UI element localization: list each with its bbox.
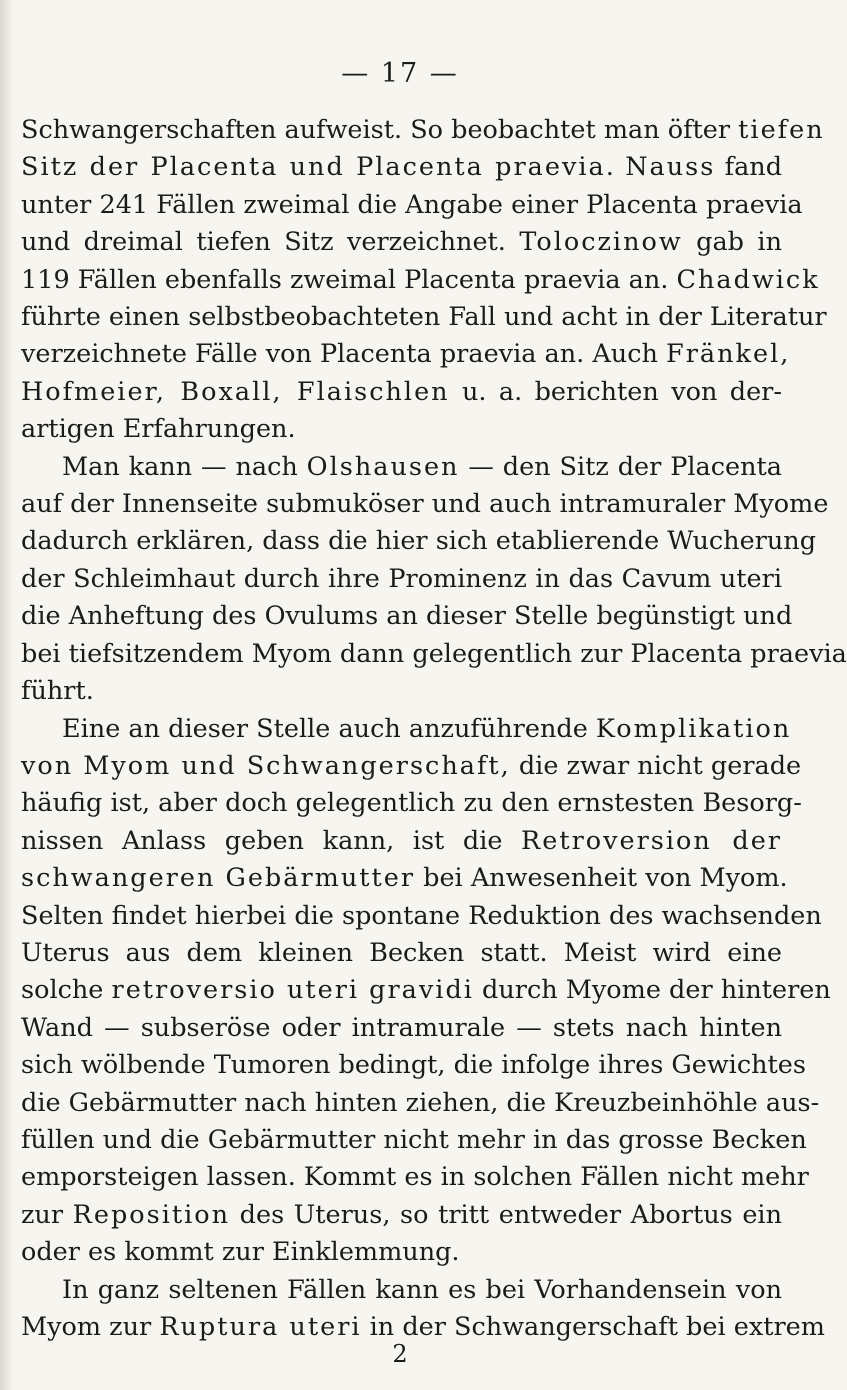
text-line xyxy=(21,785,802,822)
text-run: Uterus aus dem kleinen Becken statt. Meist wird eine xyxy=(21,937,782,968)
spaced-emphasis: Nauss xyxy=(625,152,716,183)
page-number: — 17 — xyxy=(341,58,459,89)
text-run: des Uterus, so tritt entweder Abortus ein xyxy=(230,1199,783,1230)
text-line xyxy=(21,299,827,336)
text-line xyxy=(21,1272,782,1309)
text-line xyxy=(21,673,782,710)
text-line xyxy=(21,224,782,261)
text-run: Selten findet hierbei die spontane Reduktion des wachsenden xyxy=(21,900,822,931)
text-run: 119 Fällen ebenfalls zweimal Placenta praevia an. xyxy=(21,264,677,295)
spaced-emphasis: von Myom und Schwangerschaft, xyxy=(21,750,511,781)
text-run: In ganz seltenen Fällen kann es bei Vorhandensein von xyxy=(62,1274,782,1305)
text-run: solche xyxy=(21,975,112,1006)
text-line xyxy=(21,1122,807,1159)
spaced-emphasis: retroversio uteri gravidi xyxy=(111,975,474,1006)
text-line xyxy=(21,486,829,523)
text-run: gab in xyxy=(682,227,782,258)
text-line xyxy=(21,823,782,860)
text-run: Myom zur xyxy=(21,1312,160,1342)
spaced-emphasis: Sitz der Placenta und Placenta praevia. xyxy=(21,152,616,183)
spaced-emphasis: Reposition xyxy=(72,1199,231,1230)
text-line xyxy=(21,262,820,299)
text-line xyxy=(21,860,788,897)
text-run: artigen Erfahrungen. xyxy=(21,414,296,445)
signature-mark: 2 xyxy=(392,1340,408,1368)
text-run: Wand — subseröse oder intramurale — stets nach hinten xyxy=(21,1012,782,1043)
spaced-emphasis: Komplikation xyxy=(595,713,792,744)
text-run: auf der Innenseite submuköser und auch intramuraler Myome xyxy=(21,489,829,520)
text-run: — den Sitz der Placenta xyxy=(459,451,782,482)
spaced-emphasis: Fränkel, xyxy=(666,339,791,370)
text-run: der Schleimhaut durch ihre Prominenz in das Cavum uteri xyxy=(21,563,782,594)
spaced-emphasis: tiefen xyxy=(738,115,825,145)
text-line xyxy=(21,1085,820,1122)
text-line xyxy=(21,748,802,785)
text-run: dadurch erklären, dass die hier sich etablierende Wucherung xyxy=(21,526,817,557)
text-line xyxy=(21,149,782,186)
text-run: oder es kommt zur Einklemmung. xyxy=(21,1237,460,1268)
spaced-emphasis: schwangeren Gebärmutter xyxy=(21,863,416,894)
text-run: unter 241 Fällen zweimal die Angabe einer Placenta praevia xyxy=(21,189,803,220)
text-run: füllen und die Gebärmutter nicht mehr in das grosse Becken xyxy=(21,1124,807,1155)
text-line xyxy=(21,935,782,972)
text-line xyxy=(21,1010,782,1047)
text-run: häufig ist, aber doch gelegentlich zu den ernstesten Besorg- xyxy=(21,788,802,819)
text-run: fand xyxy=(715,152,783,183)
text-line xyxy=(21,1047,806,1084)
text-line xyxy=(21,898,822,935)
text-line xyxy=(21,187,803,224)
text-line xyxy=(21,636,847,673)
text-line xyxy=(21,1159,809,1196)
text-line xyxy=(21,561,782,598)
text-run: verzeichnete Fälle von Placenta praevia an. Auch xyxy=(21,339,667,370)
text-run: in der Schwangerschaft bei extrem xyxy=(361,1312,825,1342)
text-line xyxy=(21,711,792,748)
text-run: die Gebärmutter nach hinten ziehen, die Kreuzbeinhöhle aus- xyxy=(21,1087,820,1118)
text-run: bei Anwesenheit von Myom. xyxy=(415,863,788,894)
text-run: nissen Anlass geben kann, ist die xyxy=(21,825,522,856)
text-run: Man kann — nach xyxy=(62,451,307,482)
text-run: bei tiefsitzendem Myom dann gelegentlich zur Placenta praevia xyxy=(21,638,847,669)
text-line xyxy=(21,374,782,411)
spaced-emphasis: Hofmeier, Boxall, Flaischlen xyxy=(21,376,450,407)
text-run: u. a. berichten von der- xyxy=(449,376,782,407)
spaced-emphasis: Toloczinow xyxy=(519,227,683,258)
text-run xyxy=(616,152,625,182)
text-line xyxy=(21,598,793,635)
text-line xyxy=(21,1197,782,1234)
text-run: führt. xyxy=(21,676,94,707)
text-line xyxy=(21,112,825,149)
text-run: zur xyxy=(21,1199,73,1230)
text-line xyxy=(21,972,831,1009)
text-run: die zwar nicht gerade xyxy=(510,750,802,781)
text-run: Schwangerschaften aufweist. So beobachtet man öfter xyxy=(21,115,739,145)
text-line xyxy=(21,411,782,448)
text-run: durch Myome der hinteren xyxy=(473,975,831,1006)
text-line xyxy=(21,523,817,560)
text-run: emporsteigen lassen. Kommt es in solchen Fällen nicht mehr xyxy=(21,1162,809,1193)
spaced-emphasis: Ruptura uteri xyxy=(159,1312,362,1342)
text-line xyxy=(21,449,782,486)
text-run: führte einen selbstbeobachteten Fall und acht in der Literatur xyxy=(21,302,827,333)
text-run: die Anheftung des Ovulums an dieser Stelle begünstigt und xyxy=(21,601,793,632)
body-text xyxy=(21,112,847,1346)
spaced-emphasis: Olshausen xyxy=(306,451,460,482)
spaced-emphasis: Retroversion der xyxy=(521,825,782,856)
text-line xyxy=(21,1234,782,1271)
page-edge xyxy=(0,0,14,1390)
spaced-emphasis: Chadwick xyxy=(676,264,820,295)
text-run: sich wölbende Tumoren bedingt, die infolge ihres Gewichtes xyxy=(21,1050,806,1081)
text-run: Eine an dieser Stelle auch anzuführende xyxy=(62,713,596,744)
text-run: und dreimal tiefen Sitz verzeichnet. xyxy=(21,227,520,258)
text-line xyxy=(21,336,791,373)
